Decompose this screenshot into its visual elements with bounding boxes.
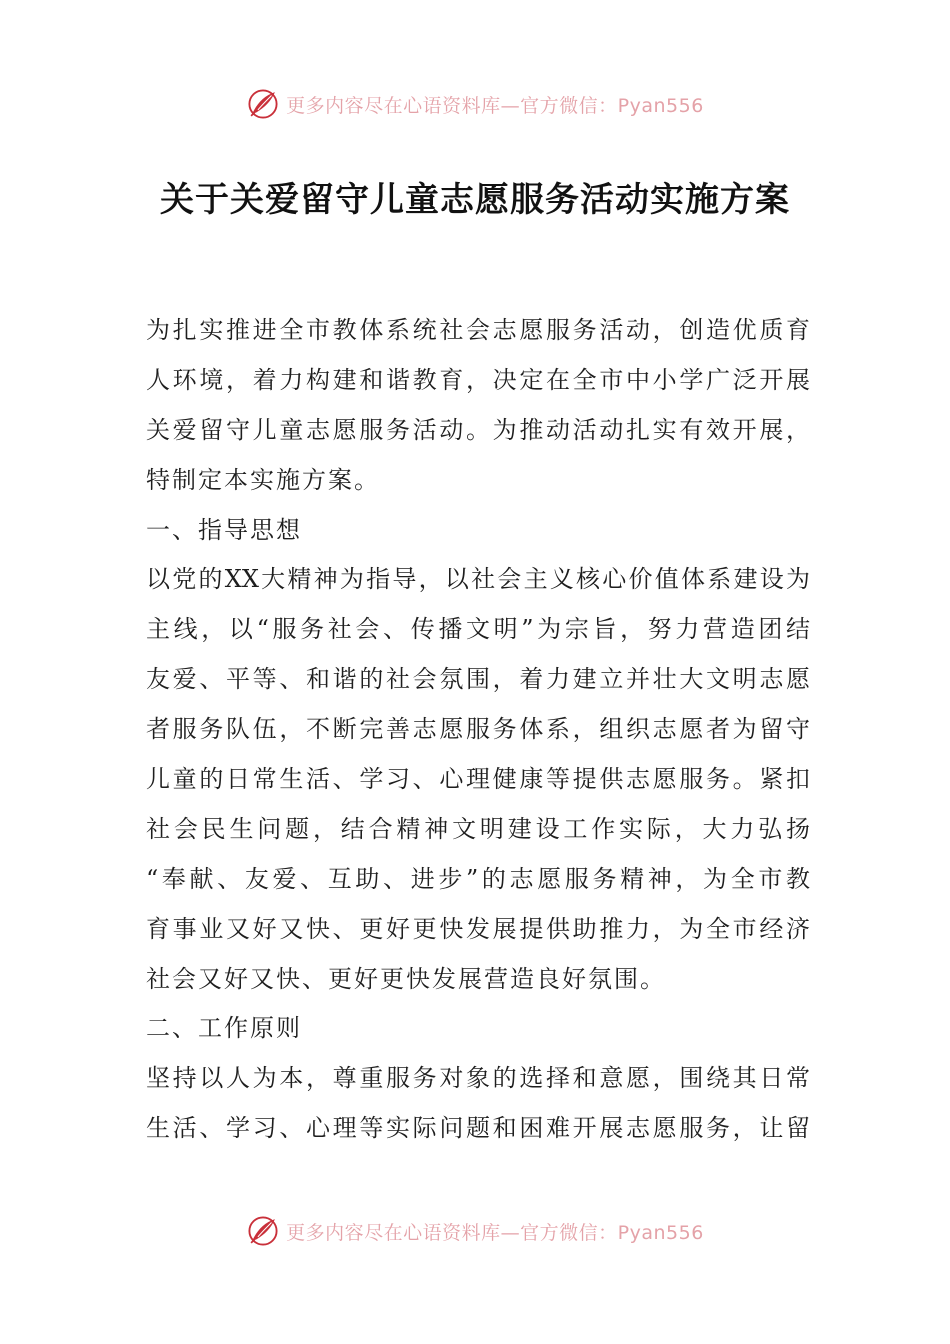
section-heading: 一、指导思想 xyxy=(146,515,302,544)
header-watermark xyxy=(0,84,950,124)
watermark-handle: Pyan556 xyxy=(617,94,704,117)
section-heading: 二、工作原则 xyxy=(146,1014,302,1043)
footer-watermark xyxy=(0,1211,950,1251)
document-body xyxy=(146,306,810,1154)
body-line: 以党的XX大精神为指导，以社会主义核心价值体系建设为 xyxy=(146,565,810,594)
body-line: 儿童的日常生活、学习、心理健康等提供志愿服务。紧扣 xyxy=(146,765,810,794)
body-line: 人环境，着力构建和谐教育，决定在全市中小学广泛开展 xyxy=(146,365,810,394)
body-line: “奉献、友爱、互助、进步”的志愿服务精神，为全市教 xyxy=(146,864,810,893)
body-line: 主线，以“服务社会、传播文明”为宗旨，努力营造团结 xyxy=(146,615,810,644)
watermark-text: 更多内容尽在心语资料库—官方微信：Pyan556 xyxy=(286,94,704,117)
body-line: 坚持以人为本，尊重服务对象的选择和意愿，围绕其日常 xyxy=(146,1064,810,1093)
document-title: 关于关爱留守儿童志愿服务活动实施方案 xyxy=(160,180,790,220)
body-line: 育事业又好又快、更好更快发展提供助推力，为全市经济 xyxy=(146,914,810,943)
body-line: 关爱留守儿童志愿服务活动。为推动活动扎实有效开展， xyxy=(146,415,810,444)
body-line: 特制定本实施方案。 xyxy=(146,465,380,494)
watermark-handle: Pyan556 xyxy=(617,1221,704,1244)
body-line: 为扎实推进全市教体系统社会志愿服务活动，创造优质育 xyxy=(146,316,810,344)
body-line: 者服务队伍，不断完善志愿服务体系，组织志愿者为留守 xyxy=(146,715,810,744)
body-line: 友爱、平等、和谐的社会氛围，着力建立并壮大文明志愿 xyxy=(146,665,810,694)
feather-pen-logo-icon xyxy=(246,87,280,121)
watermark-text: 更多内容尽在心语资料库—官方微信：Pyan556 xyxy=(286,1221,704,1244)
body-line: 生活、学习、心理等实际问题和困难开展志愿服务，让留 xyxy=(146,1114,810,1143)
body-line: 社会民生问题，结合精神文明建设工作实际，大力弘扬 xyxy=(146,814,810,843)
feather-pen-logo-icon xyxy=(246,1214,280,1248)
body-line: 社会又好又快、更好更快发展营造良好氛围。 xyxy=(146,964,666,993)
